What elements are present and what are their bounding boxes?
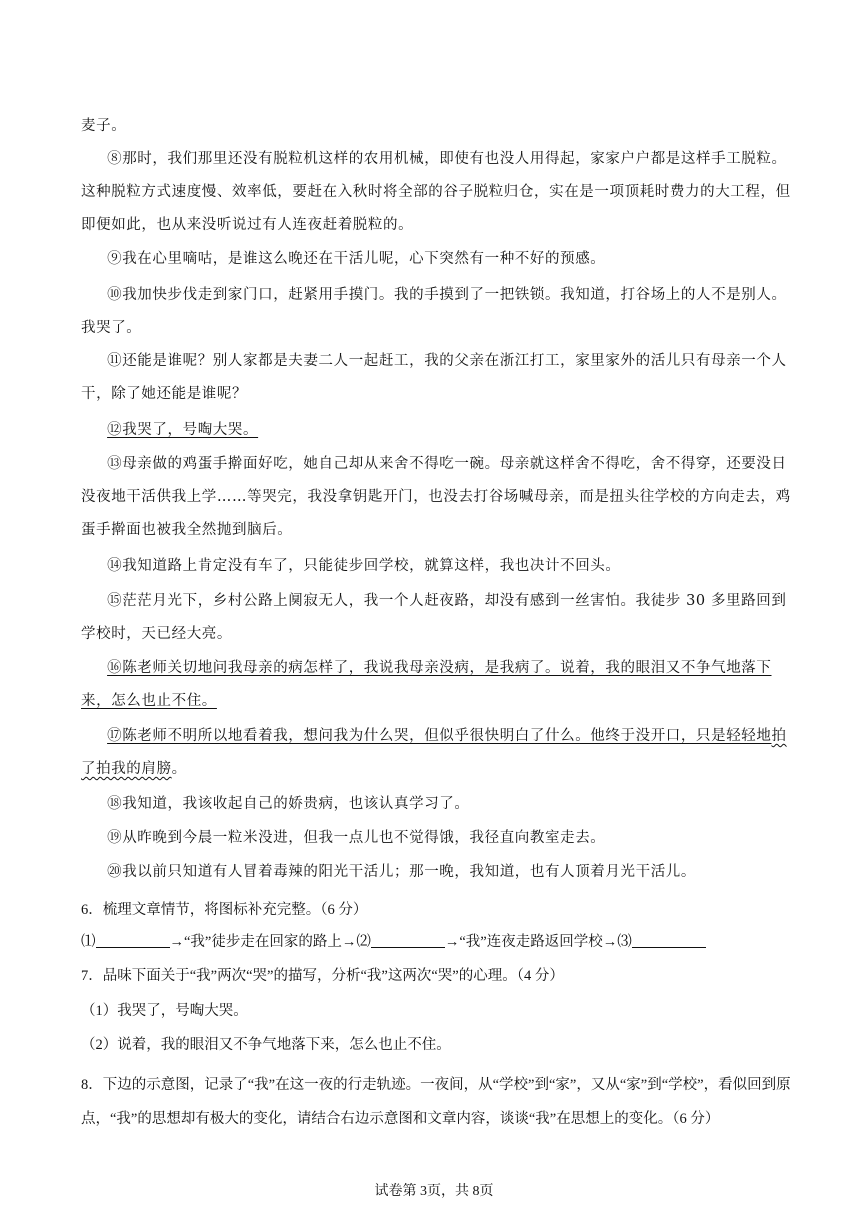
paragraph-17 (81, 720, 791, 786)
page-footer: 试卷第 3页，共 8页 (374, 1184, 494, 1199)
question-7: 7．品味下面关于“我”两次“哭”的描写，分析“我”这两次“哭”的心理。（4 分） (81, 968, 564, 984)
paragraph-9: ⑨我在心里嘀咕，是谁这么晚还在干活儿呢，心下突然有一种不好的预感。 (107, 251, 606, 267)
underlined-sentence-16: ⑯陈老师关切地问我母亲的病怎样了，我说我母亲没病，是我病了。说着，我的眼泪又不争气地落下来，怎么也止不住。 (81, 660, 772, 709)
paragraph-18: ⑱我知道，我该收起自己的娇贵病，也该认真学习了。 (107, 796, 470, 812)
blank-marker-1: ⑴ (81, 934, 96, 950)
question-7-item-2: （2）说着，我的眼泪又不争气地落下来，怎么也止不住。 (81, 1037, 451, 1053)
underlined-sentence-12: ⑫我哭了，号啕大哭。 (107, 422, 259, 438)
question-6-flow (81, 932, 801, 952)
paragraph-16 (81, 652, 791, 718)
paragraph-11: ⑪还能是谁呢？别人家都是夫妻二人一起赶工，我的父亲在浙江打工，家里家外的活儿只有母亲一个人干，除了她还能是谁呢？ (81, 353, 787, 402)
question-7-item-1: （1）我哭了，号啕大哭。 (81, 1003, 248, 1019)
wavy-underlined-phrase: 拍了拍我的肩膀 (81, 728, 787, 777)
paragraph-20: ⑳我以前只知道有人冒着毒辣的阳光干活儿；那一晚，我知道，也有人顶着月光干活儿。 (107, 864, 696, 880)
paragraph-15: ⑮茫茫月光下，乡村公路上阒寂无人，我一个人赶夜路，却没有感到一丝害怕。我徒步 30 多里路回到学校时，天已经大亮。 (81, 593, 787, 642)
paragraph-7-tail: 麦子。 (81, 118, 127, 134)
paragraph-12 (81, 414, 791, 447)
paragraph-14: ⑭我知道路上肯定没有车了，只能徒步回学校，就算这样，我也决计不回头。 (107, 558, 621, 574)
answer-blank-2[interactable] (371, 933, 445, 948)
paragraph-10: ⑩我加快步伐走到家门口，赶紧用手摸门。我的手摸到了一把铁锁。我知道，打谷场上的人不是别人。我哭了。 (81, 287, 787, 336)
paragraph-13: ⑬母亲做的鸡蛋手擀面好吃，她自己却从来舍不得吃一碗。母亲就这样舍不得吃，舍不得穿，还要没日没夜地干活供我上学……等哭完，我没拿钥匙开门，也没去打谷场喊母亲，而是扭头往学校的方向走去，鸡蛋手擀面也被我全然抛到脑后。 (81, 456, 791, 538)
flow-text-2: →“我”连夜走路返回学校→⑶ (444, 934, 632, 950)
flow-text-1: →“我”徒步走在回家的路上→⑵ (169, 934, 371, 950)
paragraph-8: ⑧那时，我们那里还没有脱粒机这样的农用机械，即使有也没人用得起，家家户户都是这样手工脱粒。这种脱粒方式速度慢、效率低，要赶在入秋时将全部的谷子脱粒归仓，实在是一项顶耗时费力的大工程，但即便如此，也从来没听说过有人连夜赶着脱粒的。 (81, 151, 791, 233)
paragraph-19: ⑲从昨晚到今晨一粒米没进，但我一点儿也不觉得饿，我径直向教室走去。 (107, 830, 606, 846)
answer-blank-3[interactable] (632, 933, 706, 948)
question-6: 6．梳理文章情节，将图标补充完整。（6 分） (81, 902, 368, 918)
underlined-sentence-17: ⑰陈老师不明所以地看着我，想问我为什么哭，但似乎很快明白了什么。他终于没开口，只是轻轻地 (107, 728, 772, 744)
answer-blank-1[interactable] (96, 933, 170, 948)
period: 。 (171, 761, 187, 777)
question-8: 8．下边的示意图，记录了“我”在这一夜的行走轨迹。一夜间，从“学校”到“家”，又从“家”到“学校”，看似回到原点，“我”的思想却有极大的变化，请结合右边示意图和文章内容，谈谈“我”在思想上的变化。（6 分） (81, 1077, 791, 1127)
